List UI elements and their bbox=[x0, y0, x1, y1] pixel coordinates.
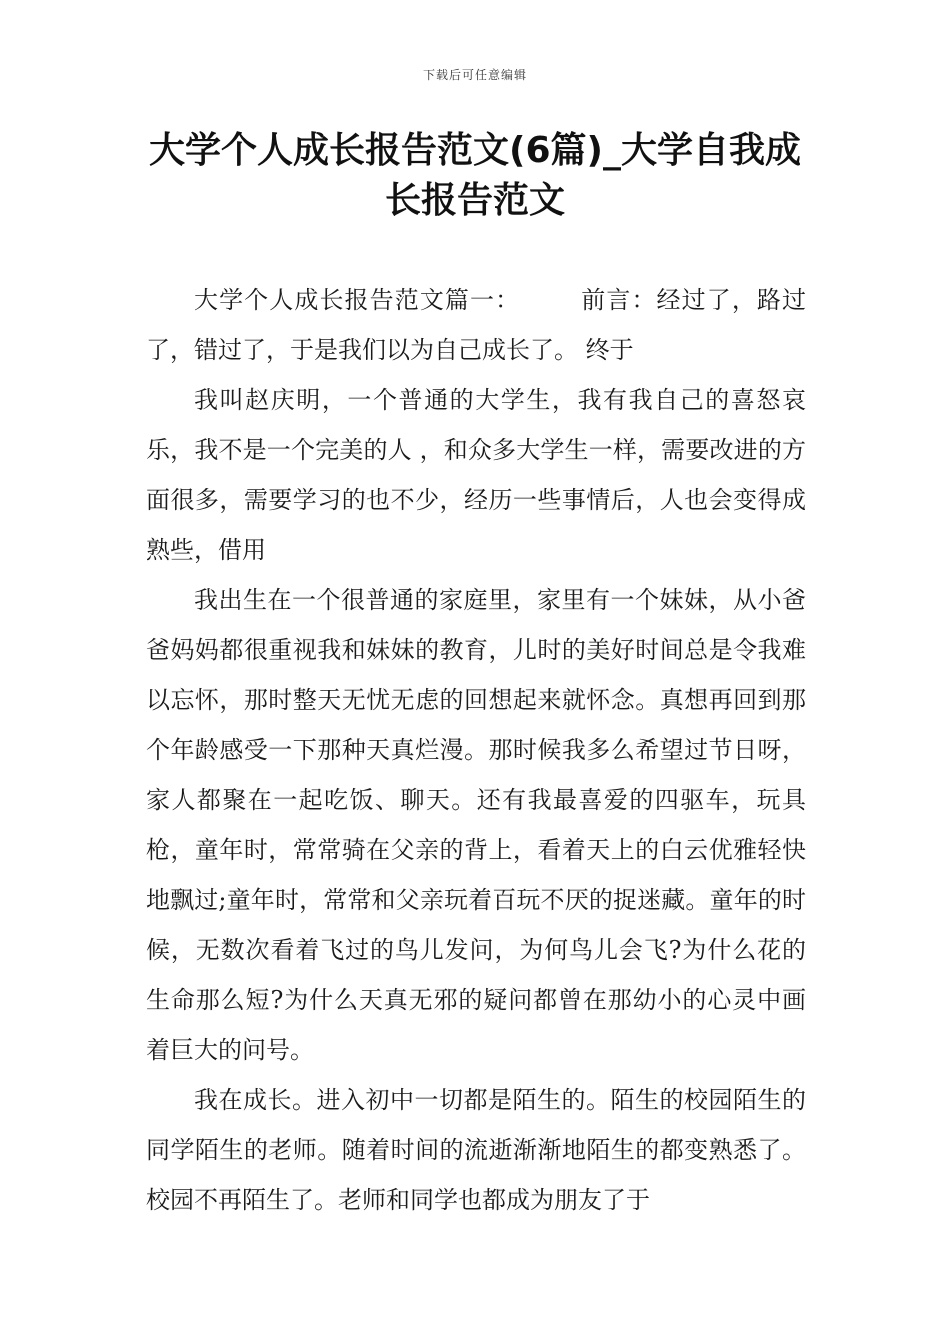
paragraph-1-text: 前言：经过了，路过了，错过了，于是我们以为自己成长了。 终于 bbox=[146, 286, 807, 364]
paragraph-3: 我出生在一个很普通的家庭里，家里有一个妹妹，从小爸爸妈妈都很重视我和妹妹的教育，儿时的美好时间总是令我难以忘怀，那时整天无忧无虑的回想起来就怀念。真想再回到那个年龄感受一下那种天真烂漫。那时候我多么希望过节日呀，家人都聚在一起吃饭、聊天。还有我最喜爱的四驱车，玩具枪，童年时，常常骑在父亲的背上，看着天上的白云优雅轻快地飘过;童年时，常常和父亲玩着百玩不厌的捉迷藏。童年的时候，无数次看着飞过的鸟儿发问，为何鸟儿会飞?为什么花的生命那么短?为什么天真无邪的疑问都曾在那幼小的心灵中画着巨大的问号。 bbox=[146, 586, 806, 1064]
paragraph-1 bbox=[146, 275, 806, 375]
document-body bbox=[146, 275, 806, 1225]
paragraph-2: 我叫赵庆明，一个普通的大学生，我有我自己的喜怒哀乐，我不是一个完美的人 ，和众多大学生一样，需要改进的方面很多，需要学习的也不少，经历一些事情后，人也会变得成熟些，借用 bbox=[146, 386, 806, 564]
paragraph-4: 我在成长。进入初中一切都是陌生的。陌生的校园陌生的同学陌生的老师。随着时间的流逝渐渐地陌生的都变熟悉了。校园不再陌生了。老师和同学也都成为朋友了于 bbox=[146, 1086, 806, 1214]
paragraph-1-heading: 大学个人成长报告范文篇一： bbox=[194, 286, 521, 314]
document-title: 大学个人成长报告范文(6篇)_大学自我成长报告范文 bbox=[149, 130, 801, 221]
header-note: 下载后可任意编辑 bbox=[422, 68, 527, 82]
